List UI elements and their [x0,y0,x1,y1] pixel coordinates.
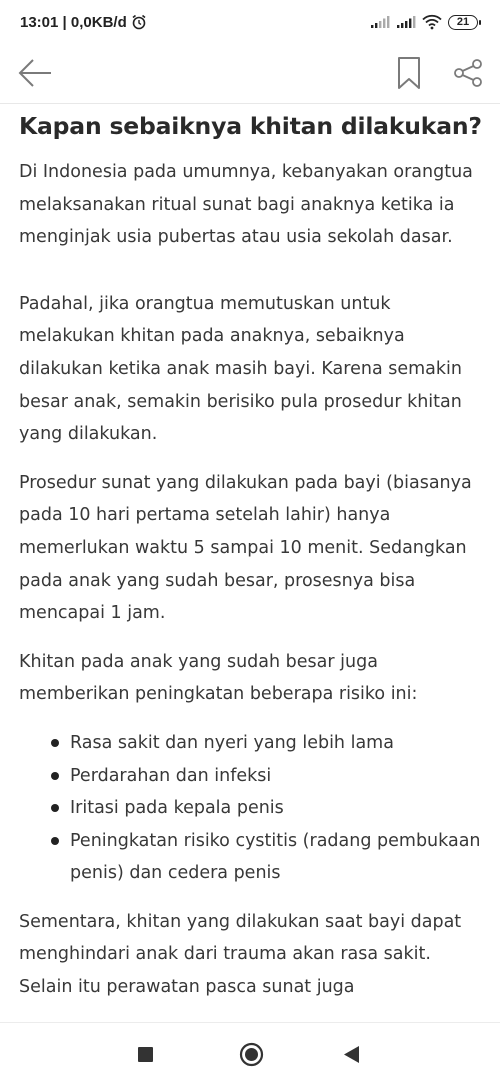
navigation-bar [0,1022,500,1084]
battery-icon [448,15,478,30]
recent-apps-icon[interactable] [138,1047,153,1062]
list-item: Peningkatan risiko cystitis (radang pembukaan penis) dan cedera penis [70,825,489,890]
back-arrow-icon[interactable] [18,58,54,88]
article-paragraph: Sementara, khitan yang dilakukan saat bayi dapat menghindari anak dari trauma akan rasa sakit. Selain itu perawatan pasca sunat juga [19,911,462,998]
status-left [20,14,147,31]
alarm-icon [131,14,147,30]
status-right [370,14,478,30]
article-content [19,104,489,1020]
list-item: Rasa sakit dan nyeri yang lebih lama [70,727,489,760]
risk-list [19,727,489,890]
list-item: Iritasi pada kepala penis [70,792,489,825]
signal-icon [396,15,416,29]
app-bar [0,44,500,104]
article-paragraph: Khitan pada anak yang sudah besar juga memberikan peningkatan beberapa risiko ini: [19,651,418,705]
status-bar [0,0,500,44]
status-time: 13:01 | 0,0KB/d [20,13,127,31]
home-icon[interactable] [239,1042,264,1067]
bookmark-icon[interactable] [394,56,424,90]
article-paragraph: Padahal, jika orangtua memutuskan untuk melakukan khitan pada anaknya, sebaiknya dilakukan ketika anak masih bayi. Karena semakin besar anak, semakin berisiko pula prosedur khitan yang dilakukan. [19,293,462,445]
wifi-icon [422,14,442,30]
back-icon[interactable] [343,1045,360,1064]
article-heading: Kapan sebaiknya khitan dilakukan? [19,112,482,140]
battery-level: 21 [456,16,470,28]
article-paragraph: Prosedur sunat yang dilakukan pada bayi (biasanya pada 10 hari pertama setelah lahir) hanya memerlukan waktu 5 sampai 10 menit. Sedangkan pada anak yang sudah besar, prosesnya bisa mencapai 1 jam. [19,472,472,624]
article-paragraph: Di Indonesia pada umumnya, kebanyakan orangtua melaksanakan ritual sunat bagi anaknya ketika ia menginjak usia pubertas atau usia sekolah dasar. [19,162,473,248]
signal-icon [370,15,390,29]
share-icon[interactable] [452,58,484,88]
list-item: Perdarahan dan infeksi [70,760,489,793]
